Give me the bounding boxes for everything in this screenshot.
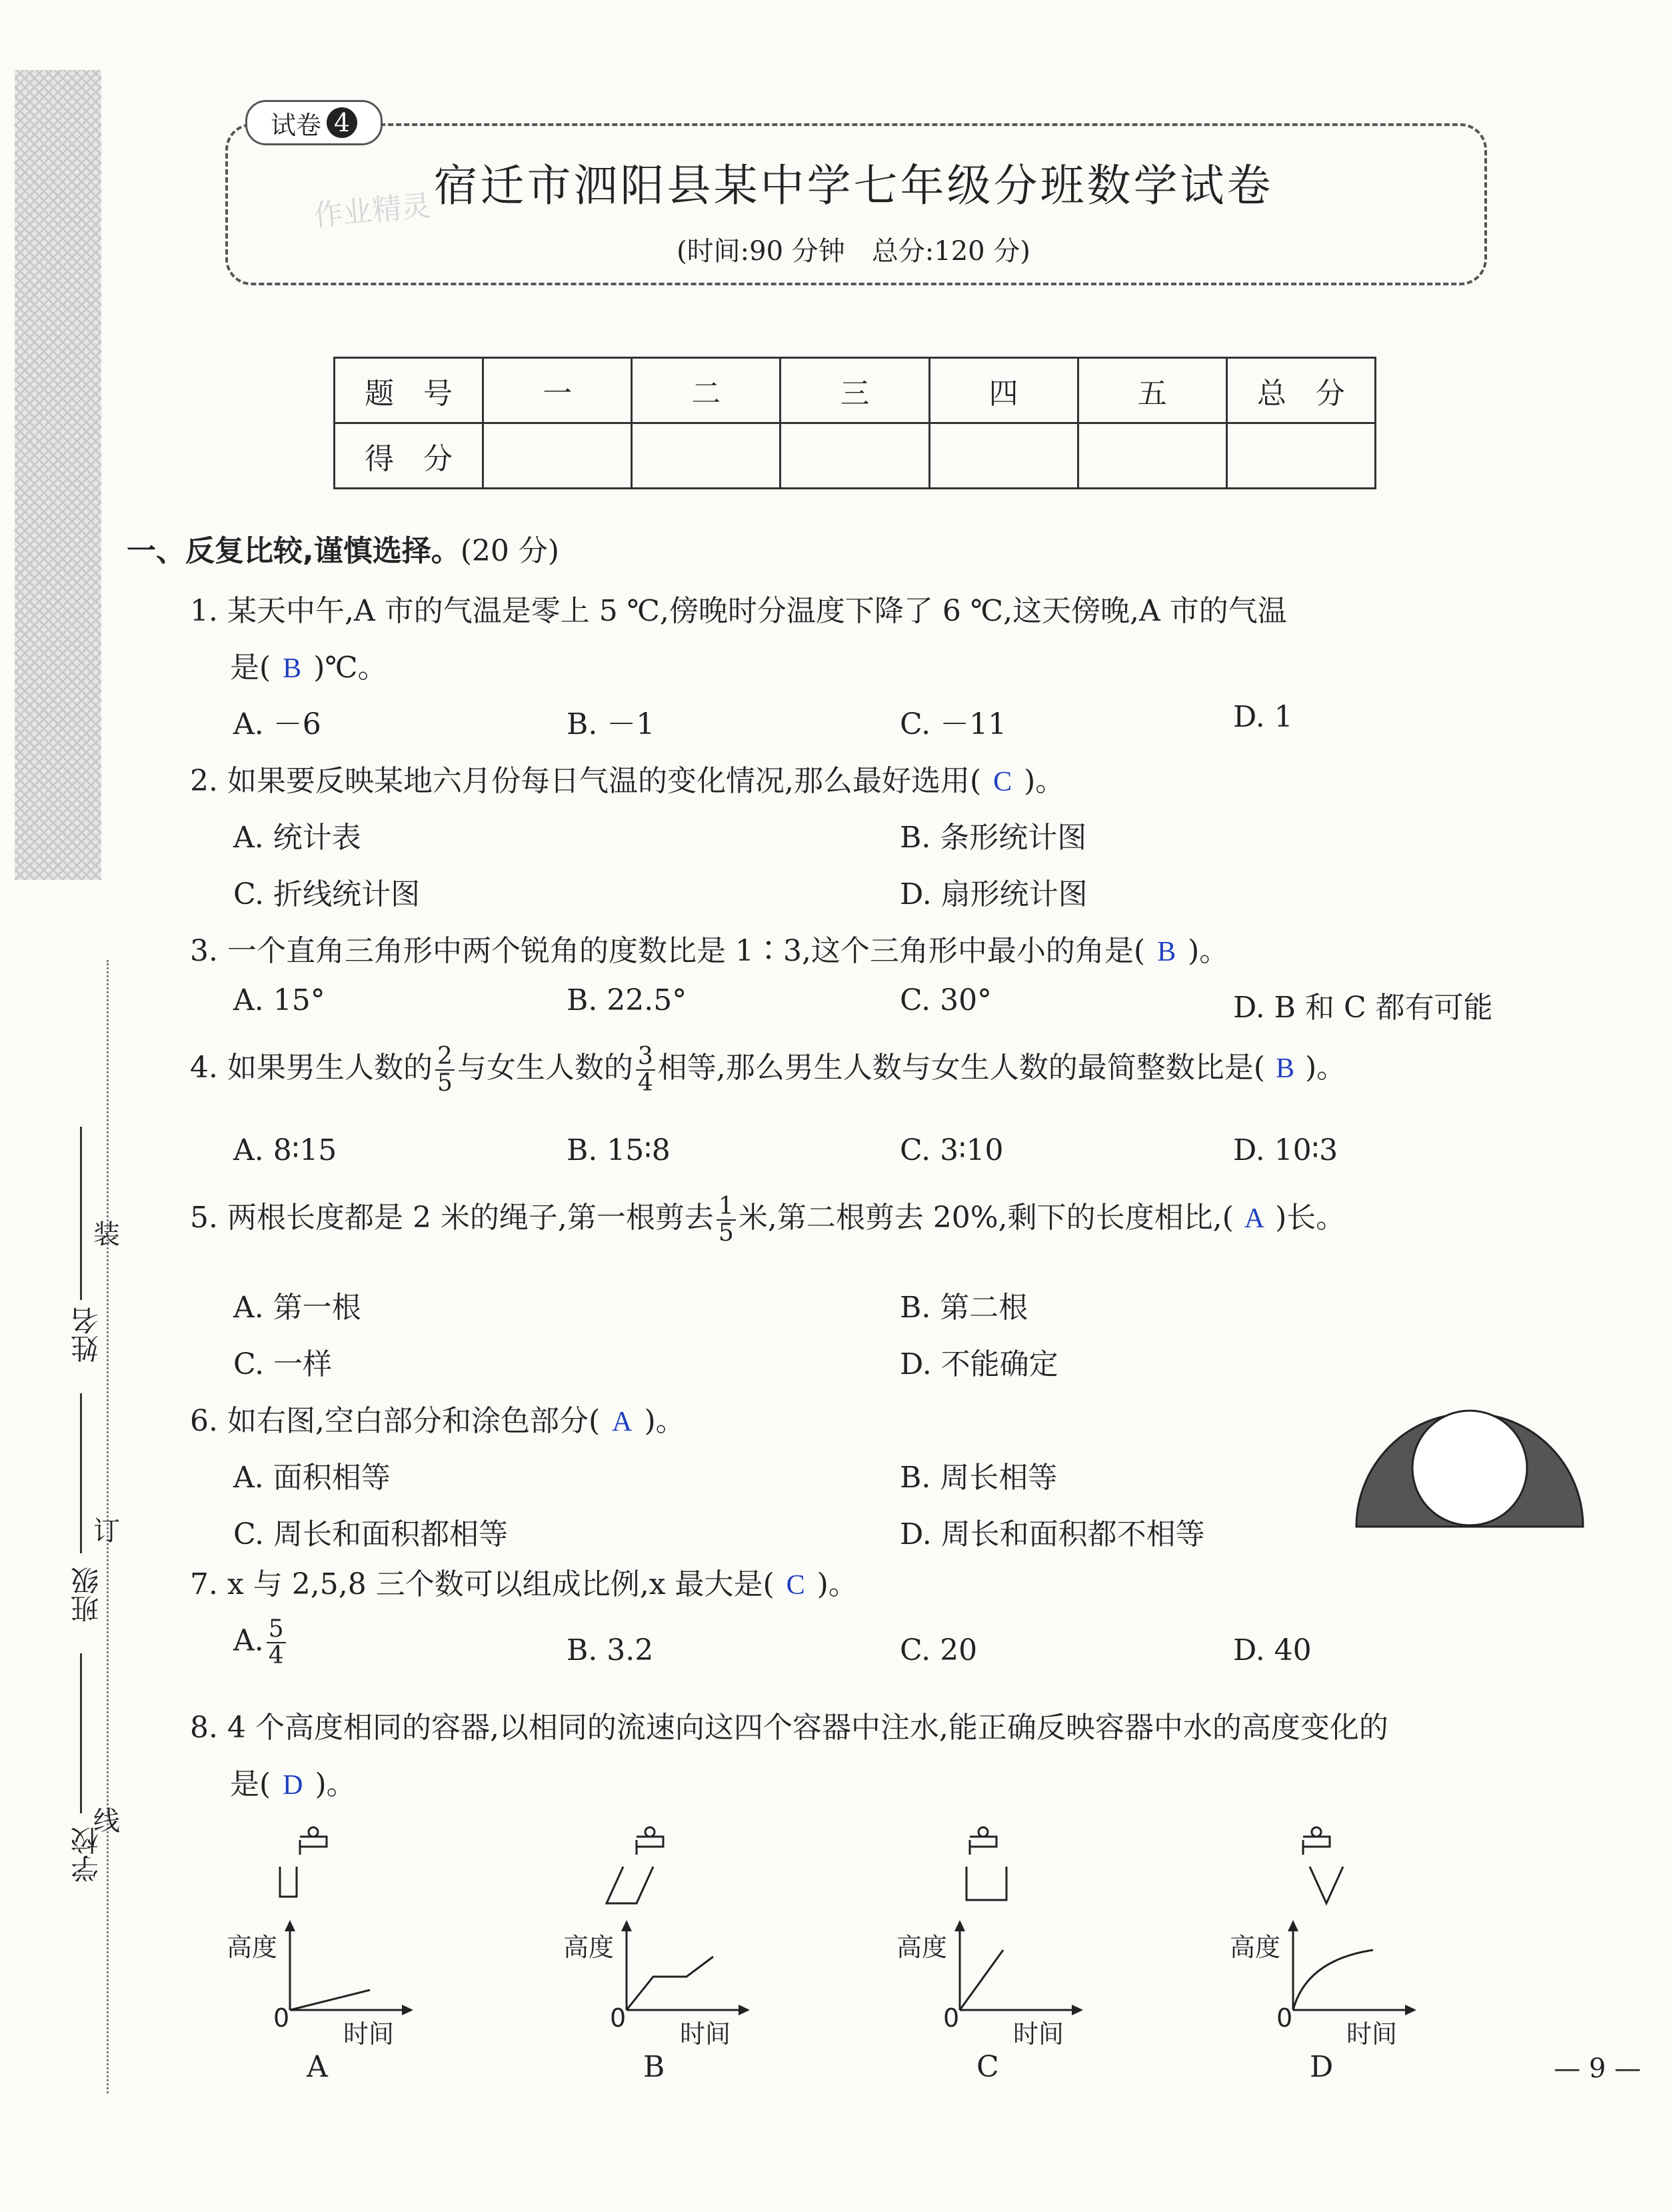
side-pattern <box>15 70 101 880</box>
height-curve <box>290 1990 370 2010</box>
option[interactable]: A. 第一根 <box>233 1291 361 1325</box>
question-text: 与女生人数的 <box>457 1051 633 1085</box>
y-axis-label: 高度 <box>563 1933 615 1962</box>
faucet-icon <box>300 1827 327 1855</box>
binding-xian: 线 <box>93 1806 120 1837</box>
origin-label: 0 <box>273 2003 290 2033</box>
question-text: 3. 一个直角三角形中两个锐角的度数比是 1∶3,这个三角形中最小的角是( <box>190 934 1146 968</box>
question-3 <box>190 927 1228 969</box>
class-underline[interactable] <box>80 1393 82 1553</box>
option[interactable]: A. 统计表 <box>233 821 361 855</box>
x-axis-label: 时间 <box>343 2019 395 2049</box>
label-school: 学校 <box>70 1827 103 1883</box>
option-label: A. <box>233 1623 264 1658</box>
label-class: 班级 <box>70 1567 103 1623</box>
container-shape <box>607 1867 653 1903</box>
page-subtitle: (时间:90 分钟 总分:120 分) <box>677 236 1030 267</box>
question-8-line2 <box>230 1760 356 1803</box>
name-underline[interactable] <box>80 1127 82 1300</box>
faucet-icon <box>637 1827 663 1855</box>
answer-mark: B <box>283 653 302 684</box>
faucet-icon <box>1303 1827 1330 1855</box>
score-cell: 五 <box>1078 358 1226 423</box>
score-cell: 三 <box>781 358 929 423</box>
question-text: 4. 如果男生人数的 <box>190 1051 433 1085</box>
question-text: )。 <box>315 1767 356 1801</box>
height-curve <box>960 1950 1003 2010</box>
option[interactable]: D. 1 <box>1233 700 1293 734</box>
question-text: 2. 如果要反映某地六月份每日气温的变化情况,那么最好选用( <box>190 764 982 798</box>
question-text: 是( <box>230 1767 271 1801</box>
option[interactable]: B. 22.5° <box>567 983 687 1017</box>
question-text: 5. 两根长度都是 2 米的绳子,第一根剪去 <box>190 1201 714 1235</box>
score-cell: 四 <box>929 358 1078 423</box>
semicircle-figure <box>1353 1403 1586 1530</box>
option[interactable]: C. 折线统计图 <box>233 877 421 911</box>
question-1-line1: 1. 某天中午,A 市的气温是零上 5 ℃,傍晚时分温度下降了 6 ℃,这天傍晚,A 市的气温 <box>190 594 1287 628</box>
x-axis-label: 时间 <box>1013 2019 1064 2049</box>
answer-mark: A <box>612 1407 633 1437</box>
option[interactable] <box>233 1617 289 1669</box>
graph-option-label: B <box>643 2050 665 2084</box>
score-cell: 题 号 <box>335 358 483 423</box>
graph-option-label: C <box>976 2050 999 2084</box>
x-arrow <box>1405 2005 1416 2015</box>
score-cell: 总 分 <box>1226 358 1375 423</box>
option[interactable]: A. 15° <box>233 983 325 1017</box>
y-arrow <box>285 1920 295 1931</box>
origin-label: 0 <box>943 2003 960 2033</box>
x-axis-label: 时间 <box>680 2019 731 2049</box>
answer-mark: D <box>283 1770 303 1801</box>
fraction: $\frac{3}{4}$ <box>636 1044 655 1096</box>
option[interactable]: D. B 和 C 都有可能 <box>1233 991 1493 1025</box>
height-curve <box>1293 1950 1373 2010</box>
y-arrow <box>621 1920 632 1931</box>
question-text: )。 <box>1024 764 1065 798</box>
container-shape <box>966 1867 1006 1900</box>
fraction: $\frac{1}{5}$ <box>717 1194 736 1246</box>
question-1-line2 <box>230 643 387 686</box>
y-axis-label: 高度 <box>896 1933 948 1962</box>
answer-mark: C <box>786 1570 805 1601</box>
faucet-icon <box>970 1827 996 1855</box>
watermark: 作业精灵 <box>312 189 433 233</box>
score-table <box>333 357 1376 489</box>
section-heading <box>127 527 559 569</box>
score-header-row <box>335 358 1376 423</box>
graph-option-label: D <box>1310 2050 1334 2084</box>
section-points: (20 分) <box>460 534 560 568</box>
question-text: )长。 <box>1275 1201 1346 1235</box>
option[interactable]: D. 扇形统计图 <box>900 877 1088 911</box>
option[interactable]: D. 不能确定 <box>900 1347 1058 1381</box>
answer-mark: B <box>1275 1053 1294 1084</box>
exam-badge <box>245 100 383 145</box>
question-text: 相等,那么男生人数与女生人数的最简整数比是( <box>657 1051 1265 1085</box>
page-number: — 9 — <box>1554 2053 1641 2084</box>
score-cell: 一 <box>483 358 632 423</box>
section-title: 一、反复比较,谨慎选择。 <box>127 534 461 568</box>
binding-ding: 订 <box>93 1516 120 1547</box>
question-4 <box>190 1043 1346 1096</box>
question-2 <box>190 757 1064 799</box>
question-8-line1: 8. 4 个高度相同的容器,以相同的流速向这四个容器中注水,能正确反映容器中水的高度变化的 <box>190 1711 1388 1745</box>
fraction: $\frac{2}{5}$ <box>435 1044 455 1096</box>
x-arrow <box>739 2005 750 2015</box>
origin-label: 0 <box>1276 2003 1293 2033</box>
height-curve <box>627 1957 713 2010</box>
question-text: 是( <box>230 651 271 685</box>
x-arrow <box>1072 2005 1083 2015</box>
badge-number: 4 <box>327 107 357 138</box>
score-value-row <box>335 423 1376 489</box>
option[interactable]: B. 第二根 <box>900 1291 1028 1325</box>
y-axis-label: 高度 <box>227 1933 278 1962</box>
container-shape <box>280 1867 297 1897</box>
option[interactable]: A. 8∶15 <box>233 1133 337 1167</box>
question-text: )。 <box>1188 934 1229 968</box>
option[interactable]: C. 3∶10 <box>900 1133 1004 1167</box>
score-input-cell[interactable] <box>632 423 781 489</box>
fraction: $\frac{5}{4}$ <box>267 1617 286 1669</box>
option[interactable]: C. 一样 <box>233 1347 333 1381</box>
score-input-cell[interactable] <box>781 423 929 489</box>
y-arrow <box>954 1920 965 1931</box>
badge-text: 试卷 <box>270 110 321 140</box>
page-title: 宿迁市泗阳县某中学七年级分班数学试卷 <box>433 160 1274 211</box>
option[interactable]: B. 条形统计图 <box>900 821 1087 855</box>
question-text: 7. x 与 2,5,8 三个数可以组成比例,x 最大是( <box>190 1567 775 1601</box>
answer-mark: A <box>1244 1203 1265 1234</box>
x-arrow <box>402 2005 413 2015</box>
score-input-cell[interactable] <box>929 423 1078 489</box>
score-input-cell[interactable] <box>1078 423 1226 489</box>
school-underline[interactable] <box>80 1653 82 1813</box>
origin-label: 0 <box>610 2003 627 2033</box>
question-6 <box>190 1397 685 1439</box>
question-text: 米,第二根剪去 20%,剩下的长度相比,( <box>738 1201 1234 1235</box>
option[interactable]: D. 周长和面积都不相等 <box>900 1517 1205 1551</box>
option[interactable]: B. 15∶8 <box>567 1133 671 1167</box>
question-text: )℃。 <box>313 651 387 685</box>
option[interactable]: C. 20 <box>900 1633 978 1667</box>
question-text: )。 <box>817 1567 858 1601</box>
y-arrow <box>1288 1920 1298 1931</box>
option[interactable]: C. 周长和面积都相等 <box>233 1517 509 1551</box>
y-axis-label: 高度 <box>1230 1933 1281 1962</box>
inner-circle <box>1412 1411 1527 1525</box>
question-7 <box>190 1560 858 1603</box>
score-cell: 二 <box>632 358 781 423</box>
question-5 <box>190 1193 1345 1246</box>
option[interactable]: C. －11 <box>900 707 1007 741</box>
binding-zhuang: 装 <box>93 1219 120 1250</box>
question-text: )。 <box>1304 1051 1346 1085</box>
score-input-cell[interactable] <box>483 423 632 489</box>
score-cell: 得 分 <box>335 423 483 489</box>
container-shape <box>1310 1867 1343 1903</box>
option[interactable]: D. 10∶3 <box>1233 1133 1338 1167</box>
question-text: )。 <box>644 1404 685 1438</box>
graph-option-label: A <box>307 2050 328 2084</box>
answer-mark: C <box>993 767 1012 797</box>
option[interactable]: B. 周长相等 <box>900 1461 1058 1495</box>
option[interactable]: C. 30° <box>900 983 992 1017</box>
option[interactable]: A. －6 <box>233 707 321 741</box>
score-input-cell[interactable] <box>1226 423 1375 489</box>
question-text: 6. 如右图,空白部分和涂色部分( <box>190 1404 601 1438</box>
option[interactable]: A. 面积相等 <box>233 1461 391 1495</box>
option[interactable]: B. －1 <box>567 707 655 741</box>
x-axis-label: 时间 <box>1346 2019 1398 2049</box>
answer-mark: B <box>1157 937 1176 967</box>
label-name: 姓名 <box>70 1307 103 1363</box>
option[interactable]: B. 3.2 <box>567 1633 654 1667</box>
option[interactable]: D. 40 <box>1233 1633 1312 1667</box>
